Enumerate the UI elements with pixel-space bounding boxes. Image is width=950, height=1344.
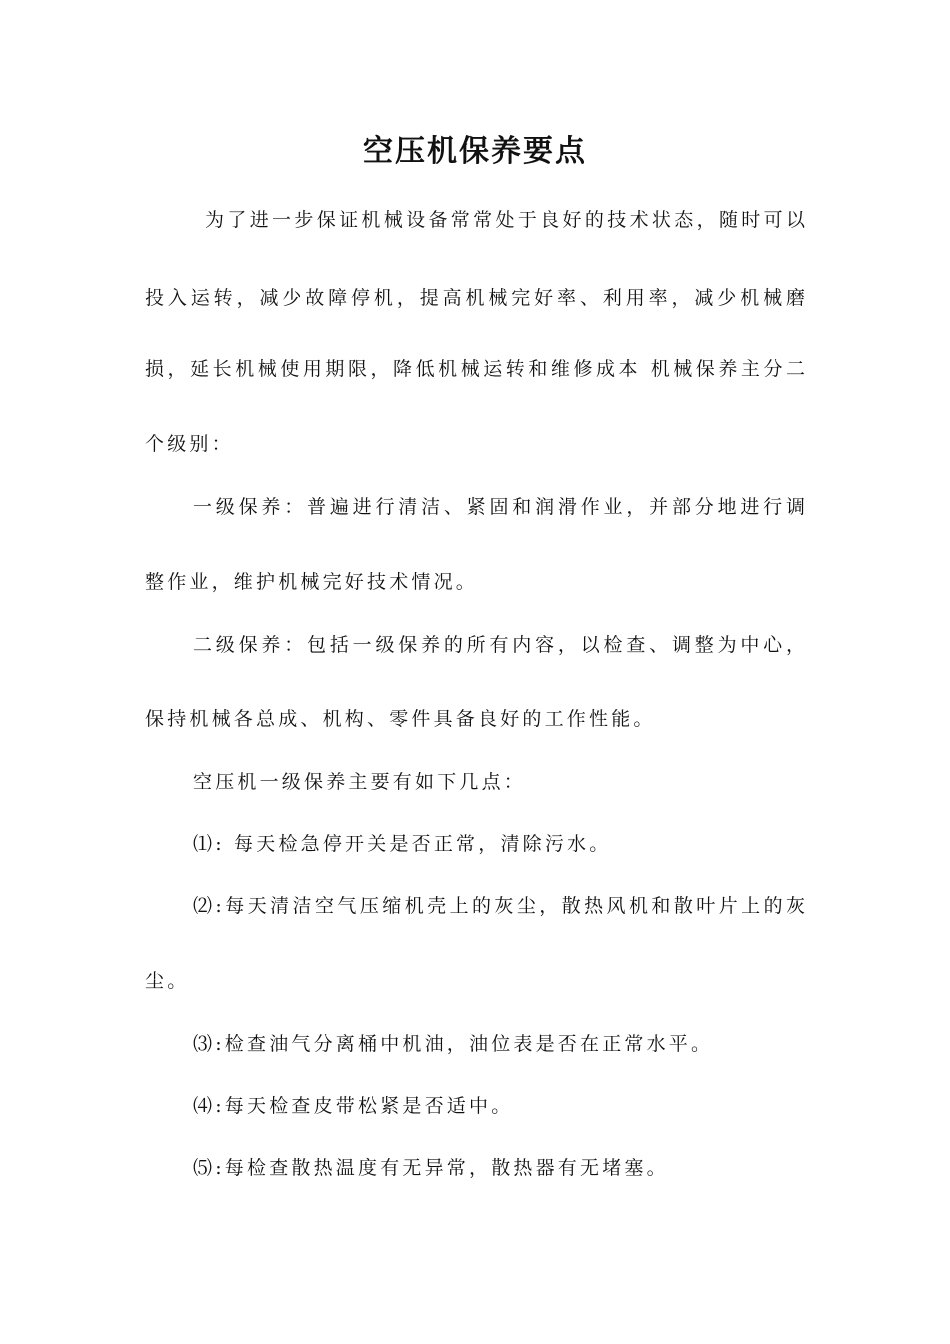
paragraph-line: 投入运转，减少故障停机，提高机械完好率、利用率，减少机械磨 xyxy=(145,287,805,309)
paragraph-line: 损，延长机械使用期限，降低机械运转和维修成本 机械保养主分二 xyxy=(145,358,805,380)
paragraph-line: 一级保养：普遍进行清洁、紧固和润滑作业，并部分地进行调 xyxy=(193,496,805,518)
list-item-continuation: 尘。 xyxy=(145,970,190,992)
list-item: ⑶:检查油气分离桶中机油，油位表是否在正常水平。 xyxy=(193,1033,714,1055)
paragraph-line: 二级保养：包括一级保养的所有内容，以检查、调整为中心， xyxy=(193,634,805,656)
document-title: 空压机保养要点 xyxy=(363,134,587,169)
list-item: ⑵:每天清洁空气压缩机壳上的灰尘，散热风机和散叶片上的灰 xyxy=(193,895,805,917)
paragraph-line: 个级别： xyxy=(145,433,234,455)
list-item: ⑷:每天检查皮带松紧是否适中。 xyxy=(193,1095,514,1117)
paragraph-line: 空压机一级保养主要有如下几点： xyxy=(193,771,527,793)
list-item: ⑴: 每天检急停开关是否正常，清除污水。 xyxy=(193,833,612,855)
list-item: ⑸:每检查散热温度有无异常，散热器有无堵塞。 xyxy=(193,1157,669,1179)
paragraph-line: 保持机械各总成、机构、零件具备良好的工作性能。 xyxy=(145,708,656,730)
paragraph-line: 为了进一步保证机械设备常常处于良好的技术状态，随时可以 xyxy=(205,209,805,231)
paragraph-line: 整作业，维护机械完好技术情况。 xyxy=(145,571,479,593)
